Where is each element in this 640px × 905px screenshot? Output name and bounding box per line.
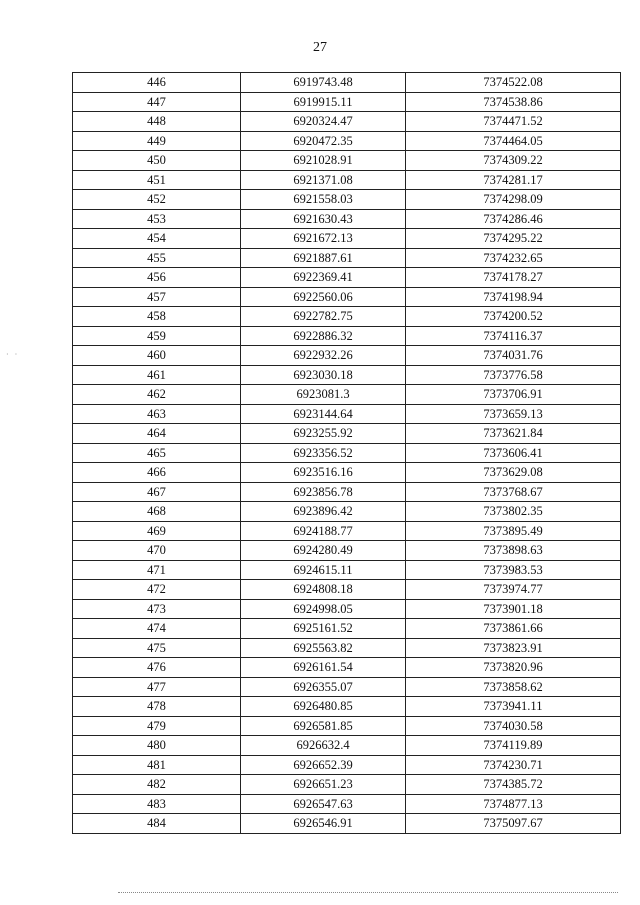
scan-margin-dots: · ·	[6, 350, 20, 359]
point-number-cell: 472	[73, 580, 241, 600]
point-number-cell: 482	[73, 775, 241, 795]
table-row	[73, 775, 621, 795]
point-number-cell: 448	[73, 112, 241, 132]
table-row	[73, 229, 621, 249]
point-number-cell: 469	[73, 521, 241, 541]
y-coordinate-cell: 7374286.46	[406, 209, 621, 229]
bottom-rule	[118, 892, 618, 893]
y-coordinate-cell: 7374538.86	[406, 92, 621, 112]
table-row	[73, 365, 621, 385]
x-coordinate-cell: 6923255.92	[241, 424, 406, 444]
y-coordinate-cell: 7373768.67	[406, 482, 621, 502]
y-coordinate-cell: 7373983.53	[406, 560, 621, 580]
y-coordinate-cell: 7374030.58	[406, 716, 621, 736]
table-row	[73, 755, 621, 775]
point-number-cell: 481	[73, 755, 241, 775]
x-coordinate-cell: 6924615.11	[241, 560, 406, 580]
table-row	[73, 151, 621, 171]
table-row	[73, 463, 621, 483]
y-coordinate-cell: 7373629.08	[406, 463, 621, 483]
y-coordinate-cell: 7374471.52	[406, 112, 621, 132]
x-coordinate-cell: 6925161.52	[241, 619, 406, 639]
table-row	[73, 346, 621, 366]
x-coordinate-cell: 6921558.03	[241, 190, 406, 210]
x-coordinate-cell: 6926581.85	[241, 716, 406, 736]
y-coordinate-cell: 7373895.49	[406, 521, 621, 541]
x-coordinate-cell: 6926632.4	[241, 736, 406, 756]
x-coordinate-cell: 6923896.42	[241, 502, 406, 522]
y-coordinate-cell: 7373974.77	[406, 580, 621, 600]
x-coordinate-cell: 6926547.63	[241, 794, 406, 814]
y-coordinate-cell: 7374298.09	[406, 190, 621, 210]
y-coordinate-cell: 7374200.52	[406, 307, 621, 327]
table-row	[73, 541, 621, 561]
x-coordinate-cell: 6924188.77	[241, 521, 406, 541]
point-number-cell: 463	[73, 404, 241, 424]
x-coordinate-cell: 6924808.18	[241, 580, 406, 600]
x-coordinate-cell: 6921887.61	[241, 248, 406, 268]
x-coordinate-cell: 6922560.06	[241, 287, 406, 307]
point-number-cell: 461	[73, 365, 241, 385]
x-coordinate-cell: 6923516.16	[241, 463, 406, 483]
table-row	[73, 443, 621, 463]
x-coordinate-cell: 6923081.3	[241, 385, 406, 405]
point-number-cell: 464	[73, 424, 241, 444]
point-number-cell: 484	[73, 814, 241, 834]
table-row	[73, 619, 621, 639]
x-coordinate-cell: 6926651.23	[241, 775, 406, 795]
x-coordinate-cell: 6926161.54	[241, 658, 406, 678]
point-number-cell: 479	[73, 716, 241, 736]
y-coordinate-cell: 7373621.84	[406, 424, 621, 444]
y-coordinate-cell: 7373802.35	[406, 502, 621, 522]
table-row	[73, 131, 621, 151]
table-row	[73, 424, 621, 444]
table-row	[73, 638, 621, 658]
table-row	[73, 521, 621, 541]
x-coordinate-cell: 6922886.32	[241, 326, 406, 346]
table-row	[73, 385, 621, 405]
y-coordinate-cell: 7374230.71	[406, 755, 621, 775]
y-coordinate-cell: 7374385.72	[406, 775, 621, 795]
y-coordinate-cell: 7373776.58	[406, 365, 621, 385]
point-number-cell: 457	[73, 287, 241, 307]
y-coordinate-cell: 7374522.08	[406, 73, 621, 93]
point-number-cell: 480	[73, 736, 241, 756]
y-coordinate-cell: 7374281.17	[406, 170, 621, 190]
y-coordinate-cell: 7374178.27	[406, 268, 621, 288]
point-number-cell: 483	[73, 794, 241, 814]
y-coordinate-cell: 7374198.94	[406, 287, 621, 307]
x-coordinate-cell: 6920472.35	[241, 131, 406, 151]
table-row	[73, 112, 621, 132]
x-coordinate-cell: 6923356.52	[241, 443, 406, 463]
point-number-cell: 452	[73, 190, 241, 210]
page-number: 27	[313, 40, 327, 55]
table-row	[73, 326, 621, 346]
x-coordinate-cell: 6919743.48	[241, 73, 406, 93]
table-row	[73, 697, 621, 717]
x-coordinate-cell: 6919915.11	[241, 92, 406, 112]
point-number-cell: 454	[73, 229, 241, 249]
table-row	[73, 268, 621, 288]
point-number-cell: 451	[73, 170, 241, 190]
table-row	[73, 677, 621, 697]
x-coordinate-cell: 6923030.18	[241, 365, 406, 385]
point-number-cell: 468	[73, 502, 241, 522]
table-row	[73, 92, 621, 112]
y-coordinate-cell: 7373659.13	[406, 404, 621, 424]
point-number-cell: 459	[73, 326, 241, 346]
table-row	[73, 287, 621, 307]
y-coordinate-cell: 7375097.67	[406, 814, 621, 834]
x-coordinate-cell: 6920324.47	[241, 112, 406, 132]
y-coordinate-cell: 7373941.11	[406, 697, 621, 717]
table-row	[73, 658, 621, 678]
y-coordinate-cell: 7374116.37	[406, 326, 621, 346]
point-number-cell: 466	[73, 463, 241, 483]
point-number-cell: 473	[73, 599, 241, 619]
table-row	[73, 248, 621, 268]
y-coordinate-cell: 7374877.13	[406, 794, 621, 814]
x-coordinate-cell: 6923856.78	[241, 482, 406, 502]
table-row	[73, 307, 621, 327]
x-coordinate-cell: 6921028.91	[241, 151, 406, 171]
y-coordinate-cell: 7373823.91	[406, 638, 621, 658]
table-row	[73, 482, 621, 502]
y-coordinate-cell: 7373820.96	[406, 658, 621, 678]
x-coordinate-cell: 6925563.82	[241, 638, 406, 658]
point-number-cell: 453	[73, 209, 241, 229]
table-row	[73, 404, 621, 424]
table-row	[73, 580, 621, 600]
table-row	[73, 73, 621, 93]
table-row	[73, 814, 621, 834]
y-coordinate-cell: 7373858.62	[406, 677, 621, 697]
x-coordinate-cell: 6922932.26	[241, 346, 406, 366]
y-coordinate-cell: 7373861.66	[406, 619, 621, 639]
y-coordinate-cell: 7374232.65	[406, 248, 621, 268]
point-number-cell: 447	[73, 92, 241, 112]
y-coordinate-cell: 7374309.22	[406, 151, 621, 171]
point-number-cell: 455	[73, 248, 241, 268]
point-number-cell: 475	[73, 638, 241, 658]
table-row	[73, 794, 621, 814]
point-number-cell: 456	[73, 268, 241, 288]
coordinates-table	[72, 72, 621, 834]
x-coordinate-cell: 6926652.39	[241, 755, 406, 775]
point-number-cell: 446	[73, 73, 241, 93]
table-row	[73, 560, 621, 580]
point-number-cell: 477	[73, 677, 241, 697]
point-number-cell: 478	[73, 697, 241, 717]
table-row	[73, 736, 621, 756]
y-coordinate-cell: 7373898.63	[406, 541, 621, 561]
point-number-cell: 467	[73, 482, 241, 502]
table-row	[73, 170, 621, 190]
point-number-cell: 474	[73, 619, 241, 639]
point-number-cell: 476	[73, 658, 241, 678]
x-coordinate-cell: 6926546.91	[241, 814, 406, 834]
point-number-cell: 449	[73, 131, 241, 151]
y-coordinate-cell: 7373706.91	[406, 385, 621, 405]
point-number-cell: 465	[73, 443, 241, 463]
point-number-cell: 462	[73, 385, 241, 405]
y-coordinate-cell: 7373901.18	[406, 599, 621, 619]
table-row	[73, 209, 621, 229]
table-row	[73, 502, 621, 522]
x-coordinate-cell: 6926480.85	[241, 697, 406, 717]
x-coordinate-cell: 6921630.43	[241, 209, 406, 229]
y-coordinate-cell: 7374295.22	[406, 229, 621, 249]
point-number-cell: 450	[73, 151, 241, 171]
table-row	[73, 190, 621, 210]
x-coordinate-cell: 6924280.49	[241, 541, 406, 561]
y-coordinate-cell: 7373606.41	[406, 443, 621, 463]
x-coordinate-cell: 6922782.75	[241, 307, 406, 327]
table-row	[73, 599, 621, 619]
coordinates-table-body	[73, 73, 621, 834]
y-coordinate-cell: 7374119.89	[406, 736, 621, 756]
x-coordinate-cell: 6922369.41	[241, 268, 406, 288]
x-coordinate-cell: 6921672.13	[241, 229, 406, 249]
y-coordinate-cell: 7374464.05	[406, 131, 621, 151]
x-coordinate-cell: 6923144.64	[241, 404, 406, 424]
table-row	[73, 716, 621, 736]
point-number-cell: 470	[73, 541, 241, 561]
x-coordinate-cell: 6924998.05	[241, 599, 406, 619]
point-number-cell: 471	[73, 560, 241, 580]
point-number-cell: 460	[73, 346, 241, 366]
x-coordinate-cell: 6926355.07	[241, 677, 406, 697]
y-coordinate-cell: 7374031.76	[406, 346, 621, 366]
x-coordinate-cell: 6921371.08	[241, 170, 406, 190]
point-number-cell: 458	[73, 307, 241, 327]
